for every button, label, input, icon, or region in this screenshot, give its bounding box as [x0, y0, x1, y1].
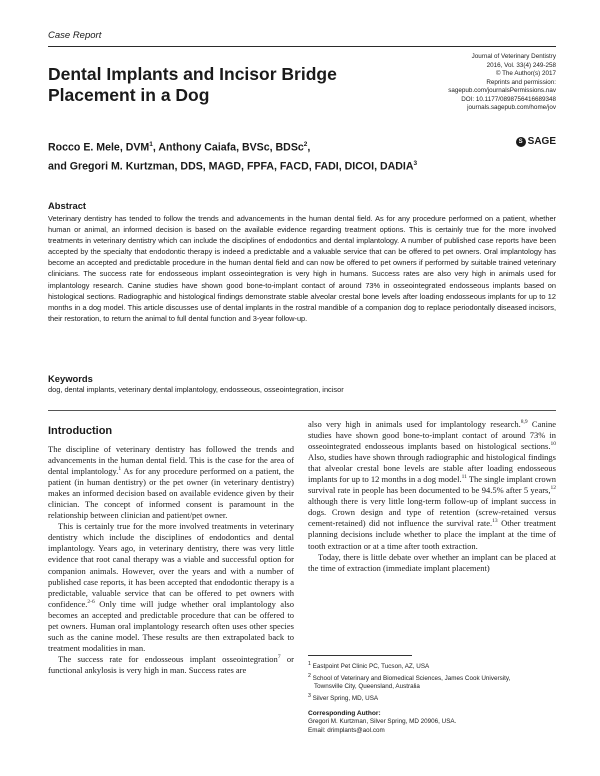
journal-volume: 2016, Vol. 33(4) 249-258	[486, 61, 556, 69]
keywords-text: dog, dental implants, veterinary dental implantology, endosseous, osseointegration, incisor	[48, 385, 344, 394]
sage-logo-icon: S	[516, 137, 526, 147]
abstract-heading: Abstract	[48, 200, 87, 211]
reprints-label: Reprints and permission:	[486, 78, 556, 86]
affiliation-3: $^3$ Silver Spring, MD, USA	[308, 692, 379, 703]
corresponding-author-name: Gregori M. Kurtzman, Silver Spring, MD 20906, USA.	[308, 718, 457, 726]
footnotes	[308, 660, 556, 735]
publisher-name: SAGE	[527, 136, 556, 147]
corresponding-author-heading: Corresponding Author:	[308, 709, 381, 717]
author-list	[48, 137, 488, 175]
keywords-heading: Keywords	[48, 373, 93, 384]
intro-paragraph-2: This is certainly true for the more involved treatments in veterinary dentistry which include the disciplines of endodontics and dental implantology. Years ago, in veterinary dentistry, there was very little evidence that root canal therapy was a viable and successful option for companion animals. However, over the years and with a number of published case reports, it has been accepted that endodontic therapy is a predictable, valuable service that can be offered to pet owners with confidence.$^{2-6}$ Only time will judge whether oral implantology also becomes an accepted and predictable procedure that can be offered to pet owners. Human oral implantology research often uses other species such as the canine model. These results are then extrapolated back to treatment modalities in man.	[48, 521, 294, 653]
intro-paragraph-4: Today, there is little debate over whether an implant can be placed at the time of extraction (immediate implant placement)	[308, 551, 556, 573]
affiliation-2-cont: Townsville City, Queensland, Australia	[314, 683, 420, 691]
journal-link[interactable]: journals.sagepub.com/home/jov	[467, 104, 556, 111]
intro-paragraph-3-continued: also very high in animals used for implantology research.$^{8,9}$ Canine studies have shown good bone-to-implant contact of around 73% in osseointegrated endosseous implants based on histological sections.$^{10}$ Also, studies have shown through radiographic and histological findings that alveolar crestal bone levels are stable after loading endosseous implants for up to 12 months in a dog model.$^{11}$ The single implant crown survival rate in people has been documented to be 94.5% after 5 years,$^{12}$ although there is very little long-term follow-up of implant success in dogs. Crown design and type of retention (screw-retained versus cement-retained) did not influence the survival rate.$^{13}$ Other treatment planning decisions include whether to place the implant at the time of tooth extraction or at a time after tooth extraction.	[308, 419, 557, 551]
affiliation-2: $^2$ School of Veterinary and Biomedical Sciences, James Cook University,	[308, 672, 511, 682]
corresponding-author-email[interactable]: Email: drimplants@aol.com	[308, 726, 385, 734]
journal-name: Journal of Veterinary Dentistry	[471, 53, 556, 60]
introduction-heading: Introduction	[48, 425, 113, 437]
abstract-section	[48, 200, 556, 324]
footnote-rule	[308, 655, 412, 656]
doi[interactable]: DOI: 10.1177/0898756416689348	[461, 95, 556, 103]
author-line-1: Rocco E. Mele, DVM$^1$, Anthony Caiafa, BVSc, BDSc$^2$,	[48, 141, 311, 154]
intro-paragraph-3: The success rate for endosseous implant osseointegration$^7$ or functional ankylosis is very high in man. Success rates are	[48, 653, 294, 675]
journal-meta	[356, 53, 556, 113]
section-label: Case Report	[48, 30, 102, 41]
abstract-text: Veterinary dentistry has tended to follow the trends and advancements in the human dental field. As for any procedure performed on a patient, whether human or animal, an informed decision is based on the available evidence regarding treatment options. This is certainly true for the more involved treatments in veterinary dentistry which can include the disciplines of endodontics and dental implantology. A number of published case reports have been accepted by the specialty that endodontic therapy is indeed a predictable and a valuable service that can be offered to pet owners. Oral implantology has become an accepted and predictable procedure in the human dental field and can now be offered to pet owners if performed by suitable trained veterinary clinicians. The success rate for endosseous implant osseointegration is very high in humans. Success rates are also very high in animals used for implantology research. Canine studies have shown good bone-to-implant contact of around 73% in osseointegrated endosseous implants based on histological sections. Radiographic and histological findings demonstrate stable alveolar crestal bone levels after loading endosseous implants for up to 12 months in a dog model. This article discusses use of dental implants in the rostral mandible of a companion dog to replace periodontally diseased incisors, their restoration, to return the animal to full dental function and 3-year follow-up.	[48, 214, 556, 323]
body-column-left	[48, 444, 294, 676]
sage-logo	[516, 136, 556, 147]
author-line-2: and Gregori M. Kurtzman, DDS, MAGD, FPFA, FACD, FADI, DICOI, DADIA$^3$	[48, 160, 418, 173]
keywords-section	[48, 373, 556, 395]
reprints-link[interactable]: sagepub.com/journalsPermissions.nav	[448, 87, 556, 94]
intro-paragraph-1: The discipline of veterinary dentistry has followed the trends and advancements in the human dental field. This is the case for the area of dental implantology.$^1$ As for any procedure performed on a patient, the patient (in human dentistry) or the pet owner (in veterinary dentistry) makes an informed decision based on available evidence given by their clinician. The concept of informed consent is paramount in the relationship between clinician and patient/pet owner.	[48, 444, 294, 521]
body-column-right	[308, 419, 556, 574]
copyright: © The Author(s) 2017	[495, 70, 556, 77]
article-title: Dental Implants and Incisor Bridge Placement in a Dog	[48, 64, 337, 105]
affiliation-1: $^1$ Eastpoint Pet Clinic PC, Tucson, AZ, USA	[308, 661, 430, 671]
top-rule	[48, 46, 556, 47]
section-divider	[48, 410, 556, 411]
